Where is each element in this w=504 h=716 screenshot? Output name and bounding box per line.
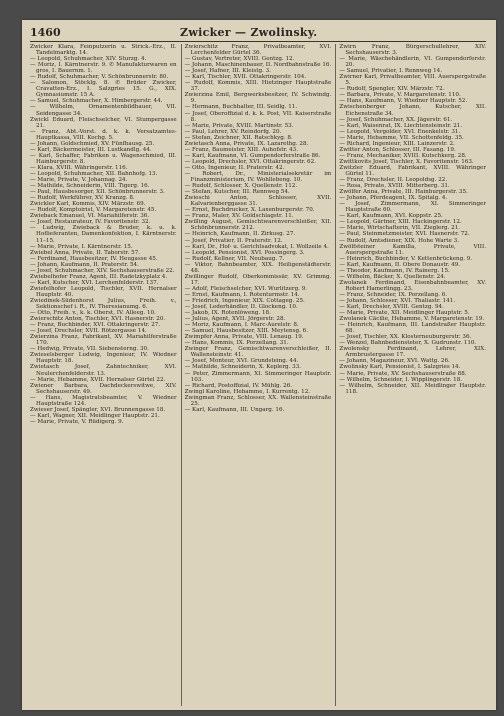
directory-entry: — Viktor, Bahnbeamter, XIX. Heiligenstädterstr. 48.	[184, 261, 332, 274]
directory-entry: — Stefan, Kutscher, III. Rennweg 54.	[184, 189, 290, 196]
directory-entry: Zwietasch Anna, Private, IX. Lazarethg. 28.	[184, 140, 309, 147]
directory-entry: — Stefan, Zeichner, XII. Ratschkyg. 8.	[184, 134, 293, 141]
directory-entry: — Johann, Magazineur, XVI. Wattg. 26.	[339, 358, 450, 365]
directory-entry: Zwieback Emanuel, VI. Mariahilferstr. 36.	[30, 213, 150, 220]
directory-entry: — Josef, Schuhmacher, XX. Jägerstr. 61.	[339, 116, 453, 123]
directory-entry: — Hedwig, Private, VII. Siebensterng. 30.	[30, 346, 149, 353]
directory-entry: — Leopold, Drechsler, XVI. Ottakringerstr. 62.	[184, 158, 316, 165]
directory-entry: Zwiefelhofer Leopold, Tischler, XVII. Hernalser Hauptstr. 40.	[30, 285, 177, 298]
directory-entry: — Rosa, Private, XVIII. Mitterberg. 31.	[339, 183, 450, 190]
directory-entry: — Josef, Zimmermann, XI. Simmeringer Hauptstraße 60.	[339, 201, 487, 214]
directory-entry: Zwilling August, Gemischtwarenverschleißer, XII. Schönbrunnerstr. 212.	[184, 219, 332, 232]
directory-entry: Zwingman Franz, Schlosser, XX. Wallensteinstraße 25.	[184, 394, 332, 407]
directory-entry: — Karl, Kaufmann, III. Ungarg. 16.	[184, 406, 285, 413]
directory-entry: — Marie, Private, XVIII. Martinstr. 53.	[184, 122, 294, 129]
directory-entry: — Mathilde, Schneiderin, VIII. Tigerg. 16.	[30, 183, 150, 190]
directory-entry: — Rudolf, Schlosser, X. Quellenstr. 112.	[184, 183, 298, 190]
directory-entry: — Hans, Kommis, IX. Porzellang. 31.	[184, 340, 289, 347]
directory-entry: — Wenzel, Bahnbediensteter, X. Gudrunstr. 110.	[339, 340, 477, 347]
directory-entry: — Johann, Goldschmied, XV. Fünfhausg. 25.	[30, 140, 155, 147]
directory-entry: — Ernst, Buchdrucker, X. Laxenburgerstr. 70.	[184, 207, 315, 214]
directory-entry: — Julius, Agent, XVII. Jörgerstr. 28.	[184, 316, 286, 323]
directory-entry: Zwirn Franz, Bürgerschullehrer, XIV. Sechshauserstr. 3.	[339, 44, 487, 57]
directory-entry: Zwitter Anton, Schlosser, III. Fasang. 19.	[339, 146, 456, 153]
directory-entry: — Karl, Tischler, XVII. Ottakringerstr. 104.	[184, 74, 307, 81]
directory-entry: Zwölfsteiner Kamilla, Private, VIII. Auerspergstraße 11.	[339, 243, 487, 256]
directory-entry: Zwieser Josef, Spängler, XVI. Brunnengasse 18.	[30, 406, 166, 413]
directory-entry: — Rudolf, Werkführer, XV. Kranzg. 8.	[30, 195, 135, 202]
directory-entry: — Josef, Lederhändler, II. Glockeng. 10.	[184, 304, 298, 311]
directory-entry: — Franz, Drechsler, II. Leopoldsg. 22.	[339, 177, 448, 184]
directory-entry: — Barbara, Private, V. Margaretenstr. 110.	[339, 92, 461, 99]
directory-entry: — Ferdinand, Hausbesitzer, IV. Heugasse 45.	[30, 255, 158, 262]
directory-entry: Zwitzler Eduard, Fabrikant, XVIII. Währinger Gürtel 11.	[339, 164, 487, 177]
directory-entry: — Richard, Postoffizial, IV. Mühlg. 26.	[184, 382, 293, 389]
directory-entry: — Josef, Tischler, XX. Klosterneuburgerstr. 36.	[339, 334, 472, 341]
directory-entry: — Johann, Pferdeagent, IX. Spitalg. 4.	[339, 195, 448, 202]
directory-entry: — Heinrich, Kaufmann, II. Zirkusg. 27.	[184, 231, 296, 238]
directory-entry: — Johann, Maschinenbauer, II. Nordbahnstraße 16.	[184, 62, 332, 69]
directory-entry: Zwolensky Ferdinand, Lehrer, XIX. Armbrustergasse 17.	[339, 346, 487, 359]
directory-entry: — Josef, Schuhmacher, XIV. Sechshauserstraße 22.	[30, 267, 175, 274]
directory-entry: — Franz, Schneider, IX. Porzellang. 6.	[339, 291, 448, 298]
directory-entry: — Hans, Magistratsbeamter, V. Wiedner Hauptstraße 124.	[30, 394, 177, 407]
directory-entry: — Theodor, Kaufmann, IV. Rainerg. 15.	[339, 267, 450, 274]
directory-page	[22, 20, 496, 710]
directory-entry: — Heinrich, Kaufmann, III. Landstraßer Hauptstr. 68.	[339, 322, 487, 335]
directory-entry: — Hermann, Buchhalter, III. Seidlg. 11.	[184, 104, 298, 111]
directory-entry: Zwirner Karl, Privatbeamter, VIII. Auerspergstraße 5.	[339, 74, 487, 87]
directory-entry: — Paul, Lehrer, XV. Reindorfg. 20.	[184, 128, 282, 135]
directory-entry: Zwierzina Emil, Bergwerksbesitzer, IV. Schwindg. 9.	[184, 92, 332, 105]
directory-entry: Zwierzina Franz, Fabrikant, XV. Mariahilferstraße 170.	[30, 334, 177, 347]
directory-entry: — Samuel, Hausbesitzer, XIII. Meytensg. 6.	[184, 328, 309, 335]
directory-entry: — Leopold, Gärtner, XIII. Hackingerstr. 12.	[339, 219, 462, 226]
directory-entry: Zwimpfer Anna, Private, VIII. Lenaug. 19.	[184, 334, 304, 341]
directory-entry: — Josef, Oberoffizial d. k. k. Post, VII. Kaiserstraße 8.	[184, 110, 332, 123]
directory-entry: — Karl, Wagner, XII. Meidlinger Hauptstr. 21.	[30, 412, 160, 419]
directory-entry: — Marie, Private, V. Rüdigerg. 9.	[30, 418, 124, 425]
directory-entry: — Marie, Private, XV. Sechshauserstraße 88.	[339, 370, 467, 377]
directory-entry: Zwickl Eduard, Fleischselcher, VI. Stumpergasse 21.	[30, 116, 177, 129]
header-rule	[30, 41, 486, 42]
directory-entry: Zwiedinek-Südenhorst Julius, Freih. v., Sektionschef i. R., IV. Theresianumg. 6.	[30, 297, 177, 311]
directory-entry: — Rudolf, Schuhmacher, V. Schönbrunnerstr. 80.	[30, 74, 169, 81]
directory-entry: Zwölfer Anna, Private, III. Hainburgerstr. 35.	[339, 189, 468, 196]
directory-entry: — Josef, Privatier, II. Praterstr. 12.	[184, 237, 283, 244]
directory-entry: — Marie, Private, V. Johannag. 24.	[30, 177, 128, 184]
directory-entry: — Gustav, Vertreter, XVIII. Gentzg. 12.	[184, 56, 295, 63]
directory-entry: — Johann, Schlosser, XVI. Thaliastr. 141.	[339, 297, 455, 304]
directory-entry: Zwingl Karoline, Hebamme, I. Kurrentg. 12.	[184, 388, 311, 395]
directory-entry: — Marie, Hebamme, XVII. Hernalser Gürtel 22.	[30, 376, 166, 383]
directory-entry: — Josef, Restaurateur, IV. Favoritenstr. 32.	[30, 219, 151, 226]
directory-entry: — Karl, Kutscher, XVI. Lerchenfelderstr. 137.	[30, 279, 159, 286]
directory-entry: Zwieselsberger Ludwig, Ingenieur, IV. Wiedner Hauptstr. 18.	[30, 352, 177, 365]
directory-entry: — Josef, Monteur, XVI. Grundsteing. 44.	[184, 358, 299, 365]
directory-entry: — Marie, Hebamme, VII. Schottenfeldg. 35.	[339, 134, 464, 141]
directory-entry: — Karl, Schaffer, Fabriken u. Wagenschmied, III. Hainburgerstr. 8.	[30, 152, 177, 165]
directory-entry: Zwillinger Rudolf, Oberkommissär, XV. Grimmg. 17.	[184, 273, 332, 286]
directory-entry: — Karl, Dr., Hof- u. Gerichtsadvokat, I. Wollzeile 4.	[184, 243, 329, 250]
directory-entry: — Leopold, Schuhmacher, XII. Bahnhofg. 13.	[30, 170, 158, 177]
directory-entry: — Wilhelm, Schneider, I. Wipplingerstr. 18.	[339, 376, 463, 383]
directory-entry: — Salomon, Stöcklg. 8. ✆ Brüder Zwicker, Cravatten-Erz., I. Salzgries 15. G., XIX. Gymnasiumstr. 15 A.	[30, 80, 177, 99]
directory-entry: — Samuel, Privatier, I. Rennweg 14.	[339, 68, 442, 75]
directory-entry: — Leopold, Vergolder, XVI. Enenkelstr. 31.	[339, 128, 461, 135]
directory-entry: — Karl, Kaufmann, VI. Gumpendorferstraße 86.	[184, 152, 321, 159]
directory-entry: — Josef, Hafner, III. Kleistg. 3.	[184, 68, 271, 75]
running-head: Zwicker — Zwolinsky.	[180, 26, 318, 39]
directory-entry: — Samuel, Schuhmacher, X. Himbergerstr. 44.	[30, 98, 163, 105]
directory-entry: — Karl, Drechsler, XVIII. Gentzg. 94.	[339, 304, 444, 311]
directory-entry: Zwieschi Anton, Schlosser, XVII. Kalvarienberggasse 31.	[184, 195, 332, 208]
directory-entry: — Franz, Abt.-Vorst. d. k. k. Versatzamtes-Hauptkassa, VIII. Kochg. 5.	[30, 128, 177, 141]
directory-entry: — Peter, Zimmermann, XI. Simmeringer Hauptstr. 103.	[184, 370, 332, 383]
directory-entry: — Karl, Bäckermeister, III. Lustkandlg. 44.	[30, 146, 152, 153]
directory-columns	[30, 44, 486, 706]
directory-entry: — Heinrich, Buchbinder, V. Kettenbrückeng. 9.	[339, 255, 473, 262]
directory-entry: — Rudolf, Kellner, VII. Neubaug. 7.	[184, 255, 285, 262]
directory-entry: Zwicker Klara, Feinputzerin u. Strick.-Erz., II. Tandelmarktg. 14.	[30, 44, 177, 57]
directory-entry: — Otto, Ingenieur, II. Praterstr. 42.	[184, 164, 285, 171]
directory-entry: — Franz, Baumeister, XIII. Auhofstr. 43.	[184, 146, 299, 153]
directory-entry: — Moriz, I. Kärntnerstr. 9. ✆ Manufakturwaren en gros, I. Bauernm. 1.	[30, 62, 177, 75]
directory-entry: Zwierschitz Franz, Privatbeamter, XVI. Lerchenfelder Gürtel 36.	[184, 44, 332, 57]
directory-entry: — Ludwig, Zwieback & Bruder, k. u. k. Hoflieferanten, Damenkonfektion, I. Kärntnerstr. 11–15.	[30, 225, 177, 244]
directory-entry: Zwiebelhofer Franz, Agent, III. Radetzkyplatz 4.	[30, 273, 168, 280]
directory-entry: — Otto, Freih. v., k. k. Oberst, IV. Alleeg. 10.	[30, 310, 156, 317]
page-header	[30, 26, 486, 42]
directory-column-1	[30, 44, 177, 706]
directory-entry: — Rudolf, Spengler, XIV. Märzstr. 72.	[339, 86, 445, 93]
directory-entry: Zwolinsky Karl, Pensionist, I. Salzgries 14.	[339, 364, 461, 371]
directory-entry: — Leopold, Schuhmacher, XIV. Sturzg. 4.	[30, 56, 147, 63]
directory-entry: — Rudolf, Kommis, XIII. Hietzinger Hauptstraße 37.	[184, 80, 332, 93]
directory-entry: — Franz, Mechaniker, XVIII. Kutschkerg. 28.	[339, 152, 467, 159]
directory-entry: — Karl, Kaufmann, II. Obere Donaustr. 49.	[339, 261, 461, 268]
directory-entry: — Robert, Dr., Ministerialsekretär im Finanzministerium, IV. Wohllebeng. 10.	[184, 170, 332, 184]
directory-entry: — Klara, XVIII. Währingerstr. 116.	[30, 164, 128, 171]
directory-entry: — Wilhelm, Bäcker, X. Quellenstr. 24.	[339, 273, 446, 280]
directory-entry: Zwietasch Josef, Zahntechniker, XVI. Neulerchenfelderstr. 13.	[30, 364, 177, 377]
directory-entry: — Marie, Wäschehändlerin, VI. Gumpendorferstr. 20.	[339, 56, 487, 69]
directory-entry: — Jakob, IX. Rotenlöweng. 18.	[184, 310, 271, 317]
directory-entry: — Wilhelm, Schneider, XII. Meidlinger Hauptstr. 118.	[339, 382, 487, 395]
directory-entry: — Rudolf, Komptoirist, V. Margaretenstr. 45.	[30, 207, 157, 214]
directory-entry: — Paul, Hausbesorger, XII. Schönbrunnerstr. 3.	[30, 189, 165, 196]
directory-entry: — Marie, Private, XII. Meidlinger Hauptstr. 5.	[339, 310, 470, 317]
directory-entry: Zwiener Barbara, Dachdeckerswitwe, XIV. Sechshauserstr. 49.	[30, 382, 177, 395]
directory-entry: Zwierschitz Anton, Tischler, XVI. Hasnerstr. 20.	[30, 316, 166, 323]
directory-entry: — Adolf, Fleischselcher, XVI. Wurlitzerg. 9.	[184, 285, 308, 292]
directory-entry: Zwischenberger Johann, Kutscher, XII. Eichenstraße 34.	[339, 104, 487, 117]
page-number: 1460	[30, 26, 61, 39]
directory-entry: — Franz, Maler, XV. Goldschlagstr. 11.	[184, 213, 294, 220]
directory-entry: Zwiebel Anna, Private, II. Taborstr. 57.	[30, 249, 141, 256]
directory-entry: — Marie, Wirtschafterin, VII. Zieglerg. 21.	[339, 225, 461, 232]
directory-entry: Zwinger Franz, Gemischtwarenverschleißer, II. Wallensteinstr. 41.	[184, 346, 332, 359]
directory-entry: — Wilhelm, Ornamentenbildhauer, VII. Seidengasse 34.	[30, 104, 177, 117]
directory-entry: — Karl, Kaufmann, XVI. Koppstr. 25.	[339, 213, 443, 220]
directory-entry: — Moriz, Kaufmann, I. Marc-Aurelstr. 8.	[184, 322, 299, 329]
directory-entry: Zwittkovits Josef, Tischler, X. Favoritenstr. 163.	[339, 158, 474, 165]
directory-entry: Zwolanek Cäcilie, Hebamme, V. Margaretenstr. 19.	[339, 316, 485, 323]
directory-entry: — Marie, Private, I. Kärntnerstr. 15.	[30, 243, 133, 250]
directory-column-2	[181, 44, 332, 706]
directory-entry: — Karl, Waisenrat, IX. Liechtensteinstr. 21.	[339, 122, 463, 129]
directory-entry: — Richard, Ingenieur, XIII. Lainzerstr. 2.	[339, 140, 455, 147]
directory-entry: — Friedrich, Ingenieur, XIX. Cottageg. 25.	[184, 297, 305, 304]
directory-entry: — Franz, Buchbinder, XVI. Ottakringerstr. 27.	[30, 322, 161, 329]
directory-entry: — Josef, Drechsler, XVII. Rötzergasse 14.	[30, 328, 147, 335]
directory-entry: Zwickler Karl, Kommis, XIV. Märzstr. 69.	[30, 201, 146, 208]
directory-entry: — Rudolf, Amtsdiener, XIX. Hohe Warte 3.	[339, 237, 459, 244]
directory-entry: — Johann, Kaufmann, II. Praterstr. 54.	[30, 261, 139, 268]
directory-entry: — Ernst, Kaufmann, I. Rotenturmstr. 14.	[184, 291, 300, 298]
directory-entry: Zwolanek Ferdinand, Eisenbahnbeamter, XV. Robert Hamerlingg. 23.	[339, 279, 487, 292]
directory-entry: — Paul, Steinmetzmeister, XVI. Hasnerstr. 72.	[339, 231, 470, 238]
directory-entry: — Mathilde, Schneiderin, X. Keplerg. 33.	[184, 364, 302, 371]
directory-entry: — Hans, Kaufmann, V. Wiedner Hauptstr. 52.	[339, 98, 468, 105]
directory-entry: — Leopold, Pensionist, XVI. Possingerg. 3.	[184, 249, 305, 256]
directory-column-3	[335, 44, 486, 706]
